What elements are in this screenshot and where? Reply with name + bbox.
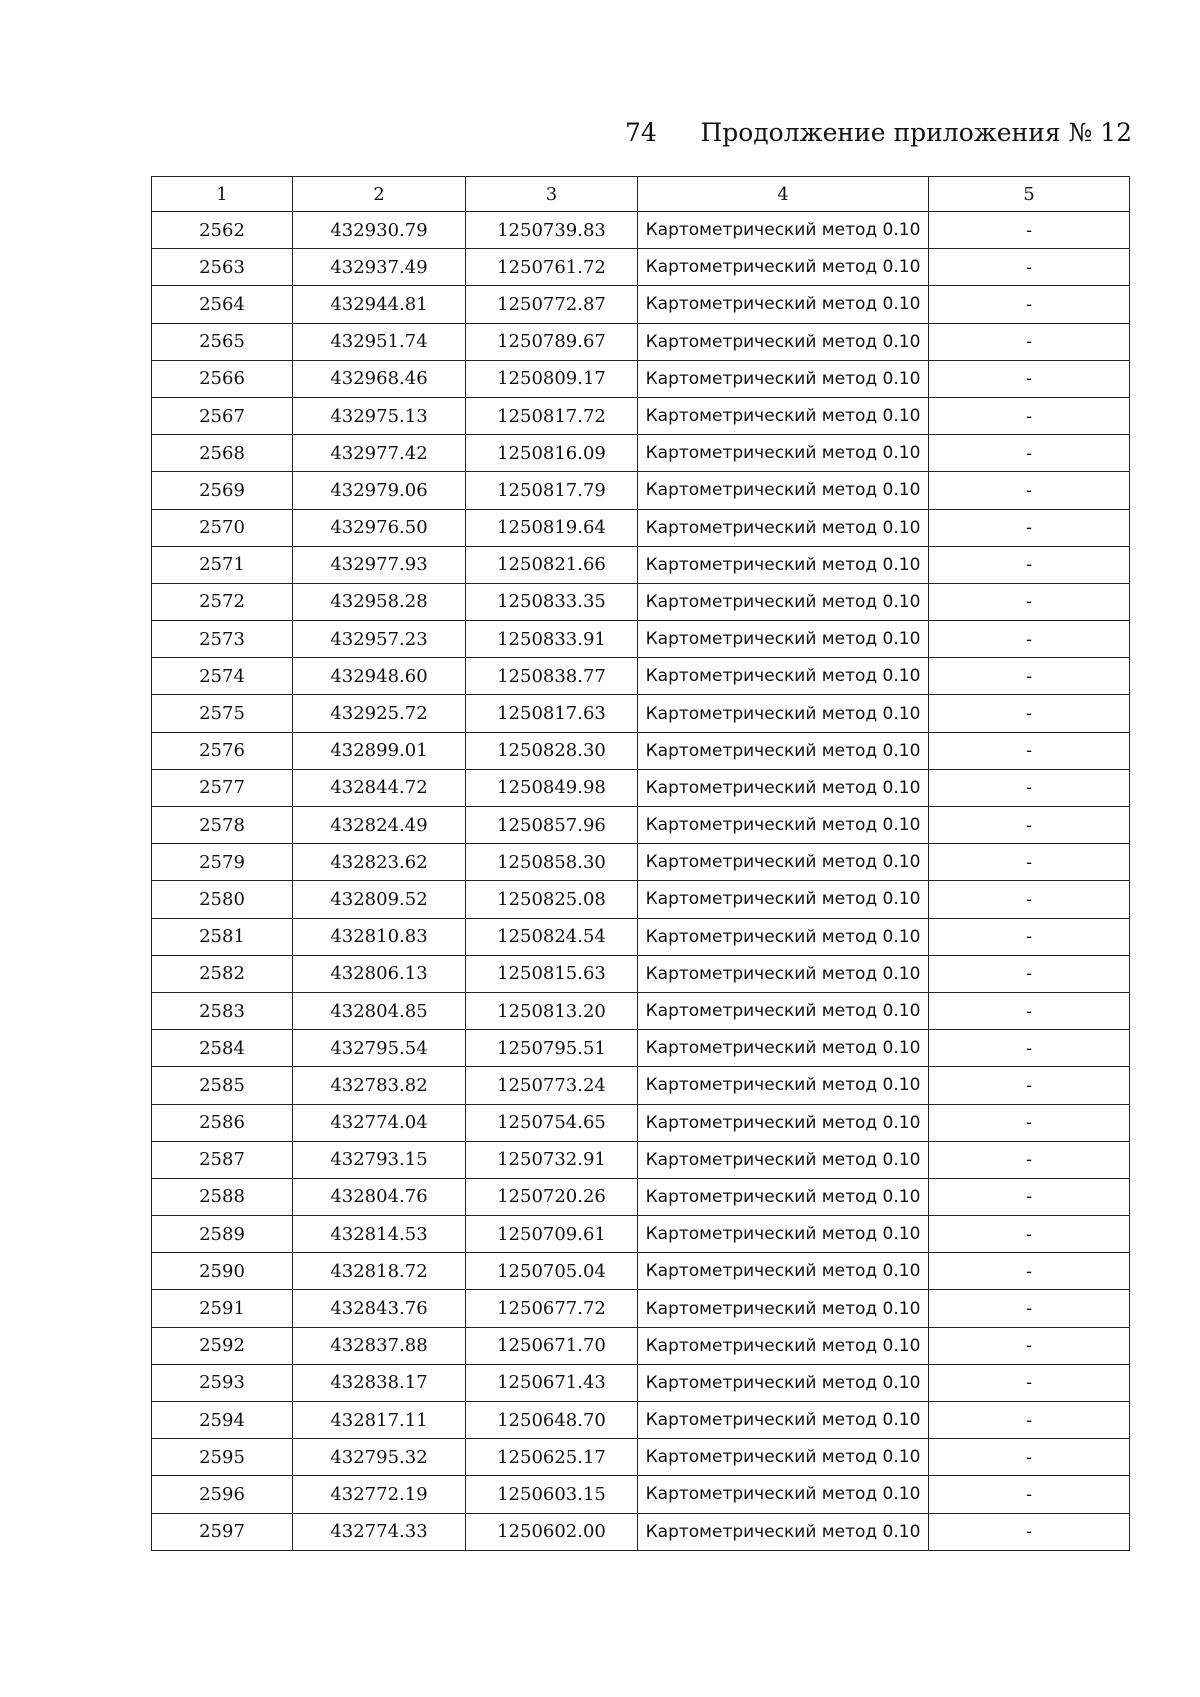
point-number-cell: 2580 bbox=[152, 881, 293, 918]
note-cell: - bbox=[929, 472, 1130, 509]
column-header-5: 5 bbox=[929, 177, 1130, 212]
point-number-cell: 2586 bbox=[152, 1104, 293, 1141]
y-coordinate-cell: 1250809.17 bbox=[466, 360, 638, 397]
method-cell: Картометрический метод 0.10 bbox=[638, 546, 929, 583]
x-coordinate-cell: 432937.49 bbox=[293, 249, 466, 286]
point-number-cell: 2568 bbox=[152, 435, 293, 472]
point-number-cell: 2595 bbox=[152, 1439, 293, 1476]
table-row bbox=[152, 212, 1130, 249]
y-coordinate-cell: 1250648.70 bbox=[466, 1402, 638, 1439]
y-coordinate-cell: 1250821.66 bbox=[466, 546, 638, 583]
method-cell: Картометрический метод 0.10 bbox=[638, 658, 929, 695]
note-cell: - bbox=[929, 435, 1130, 472]
x-coordinate-cell: 432795.32 bbox=[293, 1439, 466, 1476]
table-row bbox=[152, 546, 1130, 583]
method-cell: Картометрический метод 0.10 bbox=[638, 918, 929, 955]
y-coordinate-cell: 1250828.30 bbox=[466, 732, 638, 769]
note-cell: - bbox=[929, 1327, 1130, 1364]
note-cell: - bbox=[929, 1030, 1130, 1067]
note-cell: - bbox=[929, 1216, 1130, 1253]
table-row bbox=[152, 621, 1130, 658]
page-header bbox=[0, 118, 1200, 158]
note-cell: - bbox=[929, 397, 1130, 434]
method-cell: Картометрический метод 0.10 bbox=[638, 1290, 929, 1327]
page-number: 74 bbox=[625, 118, 657, 147]
table-row bbox=[152, 1439, 1130, 1476]
note-cell: - bbox=[929, 1104, 1130, 1141]
y-coordinate-cell: 1250813.20 bbox=[466, 992, 638, 1029]
point-number-cell: 2594 bbox=[152, 1402, 293, 1439]
note-cell: - bbox=[929, 1364, 1130, 1401]
point-number-cell: 2574 bbox=[152, 658, 293, 695]
y-coordinate-cell: 1250795.51 bbox=[466, 1030, 638, 1067]
table-row bbox=[152, 1030, 1130, 1067]
column-header-1: 1 bbox=[152, 177, 293, 212]
x-coordinate-cell: 432843.76 bbox=[293, 1290, 466, 1327]
point-number-cell: 2566 bbox=[152, 360, 293, 397]
x-coordinate-cell: 432968.46 bbox=[293, 360, 466, 397]
x-coordinate-cell: 432976.50 bbox=[293, 509, 466, 546]
method-cell: Картометрический метод 0.10 bbox=[638, 286, 929, 323]
note-cell: - bbox=[929, 1141, 1130, 1178]
table-row bbox=[152, 286, 1130, 323]
y-coordinate-cell: 1250857.96 bbox=[466, 807, 638, 844]
x-coordinate-cell: 432977.42 bbox=[293, 435, 466, 472]
y-coordinate-cell: 1250817.79 bbox=[466, 472, 638, 509]
point-number-cell: 2583 bbox=[152, 992, 293, 1029]
y-coordinate-cell: 1250671.43 bbox=[466, 1364, 638, 1401]
y-coordinate-cell: 1250817.72 bbox=[466, 397, 638, 434]
note-cell: - bbox=[929, 732, 1130, 769]
x-coordinate-cell: 432837.88 bbox=[293, 1327, 466, 1364]
point-number-cell: 2579 bbox=[152, 844, 293, 881]
x-coordinate-cell: 432823.62 bbox=[293, 844, 466, 881]
table-row bbox=[152, 992, 1130, 1029]
method-cell: Картометрический метод 0.10 bbox=[638, 992, 929, 1029]
table-row bbox=[152, 509, 1130, 546]
y-coordinate-cell: 1250833.35 bbox=[466, 583, 638, 620]
table-row bbox=[152, 844, 1130, 881]
column-header-3: 3 bbox=[466, 177, 638, 212]
point-number-cell: 2563 bbox=[152, 249, 293, 286]
table-row bbox=[152, 1104, 1130, 1141]
note-cell: - bbox=[929, 1067, 1130, 1104]
method-cell: Картометрический метод 0.10 bbox=[638, 1439, 929, 1476]
note-cell: - bbox=[929, 844, 1130, 881]
coordinates-table bbox=[151, 176, 1130, 1551]
y-coordinate-cell: 1250825.08 bbox=[466, 881, 638, 918]
method-cell: Картометрический метод 0.10 bbox=[638, 1476, 929, 1513]
method-cell: Картометрический метод 0.10 bbox=[638, 1364, 929, 1401]
y-coordinate-cell: 1250720.26 bbox=[466, 1178, 638, 1215]
table-header-row bbox=[152, 177, 1130, 212]
method-cell: Картометрический метод 0.10 bbox=[638, 472, 929, 509]
point-number-cell: 2567 bbox=[152, 397, 293, 434]
point-number-cell: 2587 bbox=[152, 1141, 293, 1178]
method-cell: Картометрический метод 0.10 bbox=[638, 1253, 929, 1290]
x-coordinate-cell: 432951.74 bbox=[293, 323, 466, 360]
x-coordinate-cell: 432977.93 bbox=[293, 546, 466, 583]
point-number-cell: 2590 bbox=[152, 1253, 293, 1290]
y-coordinate-cell: 1250817.63 bbox=[466, 695, 638, 732]
method-cell: Картометрический метод 0.10 bbox=[638, 1030, 929, 1067]
table-row bbox=[152, 360, 1130, 397]
method-cell: Картометрический метод 0.10 bbox=[638, 732, 929, 769]
table-row bbox=[152, 472, 1130, 509]
y-coordinate-cell: 1250819.64 bbox=[466, 509, 638, 546]
point-number-cell: 2572 bbox=[152, 583, 293, 620]
table-row bbox=[152, 1216, 1130, 1253]
x-coordinate-cell: 432774.33 bbox=[293, 1513, 466, 1550]
table-row bbox=[152, 249, 1130, 286]
note-cell: - bbox=[929, 360, 1130, 397]
note-cell: - bbox=[929, 286, 1130, 323]
method-cell: Картометрический метод 0.10 bbox=[638, 435, 929, 472]
table-row bbox=[152, 1402, 1130, 1439]
table-row bbox=[152, 695, 1130, 732]
point-number-cell: 2573 bbox=[152, 621, 293, 658]
point-number-cell: 2591 bbox=[152, 1290, 293, 1327]
x-coordinate-cell: 432817.11 bbox=[293, 1402, 466, 1439]
note-cell: - bbox=[929, 1290, 1130, 1327]
y-coordinate-cell: 1250677.72 bbox=[466, 1290, 638, 1327]
table-row bbox=[152, 732, 1130, 769]
method-cell: Картометрический метод 0.10 bbox=[638, 323, 929, 360]
method-cell: Картометрический метод 0.10 bbox=[638, 1178, 929, 1215]
method-cell: Картометрический метод 0.10 bbox=[638, 769, 929, 806]
x-coordinate-cell: 432804.85 bbox=[293, 992, 466, 1029]
table-row bbox=[152, 881, 1130, 918]
note-cell: - bbox=[929, 769, 1130, 806]
point-number-cell: 2588 bbox=[152, 1178, 293, 1215]
x-coordinate-cell: 432810.83 bbox=[293, 918, 466, 955]
note-cell: - bbox=[929, 1178, 1130, 1215]
point-number-cell: 2584 bbox=[152, 1030, 293, 1067]
y-coordinate-cell: 1250772.87 bbox=[466, 286, 638, 323]
point-number-cell: 2593 bbox=[152, 1364, 293, 1401]
note-cell: - bbox=[929, 1253, 1130, 1290]
table-row bbox=[152, 1141, 1130, 1178]
note-cell: - bbox=[929, 658, 1130, 695]
y-coordinate-cell: 1250838.77 bbox=[466, 658, 638, 695]
x-coordinate-cell: 432899.01 bbox=[293, 732, 466, 769]
table-row bbox=[152, 658, 1130, 695]
y-coordinate-cell: 1250815.63 bbox=[466, 955, 638, 992]
column-header-4: 4 bbox=[638, 177, 929, 212]
method-cell: Картометрический метод 0.10 bbox=[638, 1513, 929, 1550]
table-body bbox=[152, 212, 1130, 1551]
y-coordinate-cell: 1250709.61 bbox=[466, 1216, 638, 1253]
point-number-cell: 2576 bbox=[152, 732, 293, 769]
x-coordinate-cell: 432944.81 bbox=[293, 286, 466, 323]
y-coordinate-cell: 1250603.15 bbox=[466, 1476, 638, 1513]
x-coordinate-cell: 432814.53 bbox=[293, 1216, 466, 1253]
method-cell: Картометрический метод 0.10 bbox=[638, 212, 929, 249]
x-coordinate-cell: 432957.23 bbox=[293, 621, 466, 658]
note-cell: - bbox=[929, 1402, 1130, 1439]
point-number-cell: 2577 bbox=[152, 769, 293, 806]
point-number-cell: 2582 bbox=[152, 955, 293, 992]
x-coordinate-cell: 432783.82 bbox=[293, 1067, 466, 1104]
column-header-2: 2 bbox=[293, 177, 466, 212]
x-coordinate-cell: 432809.52 bbox=[293, 881, 466, 918]
x-coordinate-cell: 432844.72 bbox=[293, 769, 466, 806]
table-row bbox=[152, 1253, 1130, 1290]
table-row bbox=[152, 1513, 1130, 1550]
x-coordinate-cell: 432806.13 bbox=[293, 955, 466, 992]
table-row bbox=[152, 1290, 1130, 1327]
method-cell: Картометрический метод 0.10 bbox=[638, 844, 929, 881]
x-coordinate-cell: 432804.76 bbox=[293, 1178, 466, 1215]
y-coordinate-cell: 1250824.54 bbox=[466, 918, 638, 955]
y-coordinate-cell: 1250705.04 bbox=[466, 1253, 638, 1290]
table-row bbox=[152, 323, 1130, 360]
method-cell: Картометрический метод 0.10 bbox=[638, 1216, 929, 1253]
method-cell: Картометрический метод 0.10 bbox=[638, 1327, 929, 1364]
method-cell: Картометрический метод 0.10 bbox=[638, 955, 929, 992]
note-cell: - bbox=[929, 1439, 1130, 1476]
point-number-cell: 2596 bbox=[152, 1476, 293, 1513]
method-cell: Картометрический метод 0.10 bbox=[638, 360, 929, 397]
note-cell: - bbox=[929, 212, 1130, 249]
note-cell: - bbox=[929, 1476, 1130, 1513]
y-coordinate-cell: 1250671.70 bbox=[466, 1327, 638, 1364]
y-coordinate-cell: 1250789.67 bbox=[466, 323, 638, 360]
point-number-cell: 2575 bbox=[152, 695, 293, 732]
y-coordinate-cell: 1250732.91 bbox=[466, 1141, 638, 1178]
table-row bbox=[152, 769, 1130, 806]
appendix-title: Продолжение приложения № 12 bbox=[700, 118, 1132, 147]
method-cell: Картометрический метод 0.10 bbox=[638, 807, 929, 844]
y-coordinate-cell: 1250773.24 bbox=[466, 1067, 638, 1104]
table-row bbox=[152, 955, 1130, 992]
method-cell: Картометрический метод 0.10 bbox=[638, 1067, 929, 1104]
x-coordinate-cell: 432795.54 bbox=[293, 1030, 466, 1067]
method-cell: Картометрический метод 0.10 bbox=[638, 509, 929, 546]
point-number-cell: 2569 bbox=[152, 472, 293, 509]
table-row bbox=[152, 583, 1130, 620]
note-cell: - bbox=[929, 323, 1130, 360]
x-coordinate-cell: 432948.60 bbox=[293, 658, 466, 695]
method-cell: Картометрический метод 0.10 bbox=[638, 1141, 929, 1178]
x-coordinate-cell: 432772.19 bbox=[293, 1476, 466, 1513]
point-number-cell: 2570 bbox=[152, 509, 293, 546]
method-cell: Картометрический метод 0.10 bbox=[638, 397, 929, 434]
y-coordinate-cell: 1250816.09 bbox=[466, 435, 638, 472]
table-row bbox=[152, 435, 1130, 472]
x-coordinate-cell: 432925.72 bbox=[293, 695, 466, 732]
x-coordinate-cell: 432818.72 bbox=[293, 1253, 466, 1290]
x-coordinate-cell: 432979.06 bbox=[293, 472, 466, 509]
note-cell: - bbox=[929, 546, 1130, 583]
table-row bbox=[152, 1364, 1130, 1401]
note-cell: - bbox=[929, 1513, 1130, 1550]
method-cell: Картометрический метод 0.10 bbox=[638, 583, 929, 620]
x-coordinate-cell: 432838.17 bbox=[293, 1364, 466, 1401]
point-number-cell: 2578 bbox=[152, 807, 293, 844]
method-cell: Картометрический метод 0.10 bbox=[638, 1104, 929, 1141]
note-cell: - bbox=[929, 807, 1130, 844]
method-cell: Картометрический метод 0.10 bbox=[638, 249, 929, 286]
y-coordinate-cell: 1250833.91 bbox=[466, 621, 638, 658]
point-number-cell: 2571 bbox=[152, 546, 293, 583]
point-number-cell: 2581 bbox=[152, 918, 293, 955]
table-row bbox=[152, 807, 1130, 844]
point-number-cell: 2564 bbox=[152, 286, 293, 323]
note-cell: - bbox=[929, 249, 1130, 286]
note-cell: - bbox=[929, 509, 1130, 546]
table-row bbox=[152, 397, 1130, 434]
point-number-cell: 2585 bbox=[152, 1067, 293, 1104]
note-cell: - bbox=[929, 955, 1130, 992]
point-number-cell: 2589 bbox=[152, 1216, 293, 1253]
note-cell: - bbox=[929, 992, 1130, 1029]
x-coordinate-cell: 432958.28 bbox=[293, 583, 466, 620]
note-cell: - bbox=[929, 918, 1130, 955]
method-cell: Картометрический метод 0.10 bbox=[638, 695, 929, 732]
point-number-cell: 2562 bbox=[152, 212, 293, 249]
y-coordinate-cell: 1250625.17 bbox=[466, 1439, 638, 1476]
y-coordinate-cell: 1250858.30 bbox=[466, 844, 638, 881]
y-coordinate-cell: 1250761.72 bbox=[466, 249, 638, 286]
x-coordinate-cell: 432930.79 bbox=[293, 212, 466, 249]
table-row bbox=[152, 1476, 1130, 1513]
table-row bbox=[152, 918, 1130, 955]
method-cell: Картометрический метод 0.10 bbox=[638, 1402, 929, 1439]
note-cell: - bbox=[929, 881, 1130, 918]
note-cell: - bbox=[929, 695, 1130, 732]
table-row bbox=[152, 1178, 1130, 1215]
x-coordinate-cell: 432824.49 bbox=[293, 807, 466, 844]
note-cell: - bbox=[929, 583, 1130, 620]
x-coordinate-cell: 432793.15 bbox=[293, 1141, 466, 1178]
point-number-cell: 2565 bbox=[152, 323, 293, 360]
method-cell: Картометрический метод 0.10 bbox=[638, 621, 929, 658]
y-coordinate-cell: 1250602.00 bbox=[466, 1513, 638, 1550]
method-cell: Картометрический метод 0.10 bbox=[638, 881, 929, 918]
y-coordinate-cell: 1250849.98 bbox=[466, 769, 638, 806]
table-row bbox=[152, 1067, 1130, 1104]
note-cell: - bbox=[929, 621, 1130, 658]
y-coordinate-cell: 1250754.65 bbox=[466, 1104, 638, 1141]
point-number-cell: 2592 bbox=[152, 1327, 293, 1364]
x-coordinate-cell: 432774.04 bbox=[293, 1104, 466, 1141]
point-number-cell: 2597 bbox=[152, 1513, 293, 1550]
x-coordinate-cell: 432975.13 bbox=[293, 397, 466, 434]
y-coordinate-cell: 1250739.83 bbox=[466, 212, 638, 249]
table-row bbox=[152, 1327, 1130, 1364]
